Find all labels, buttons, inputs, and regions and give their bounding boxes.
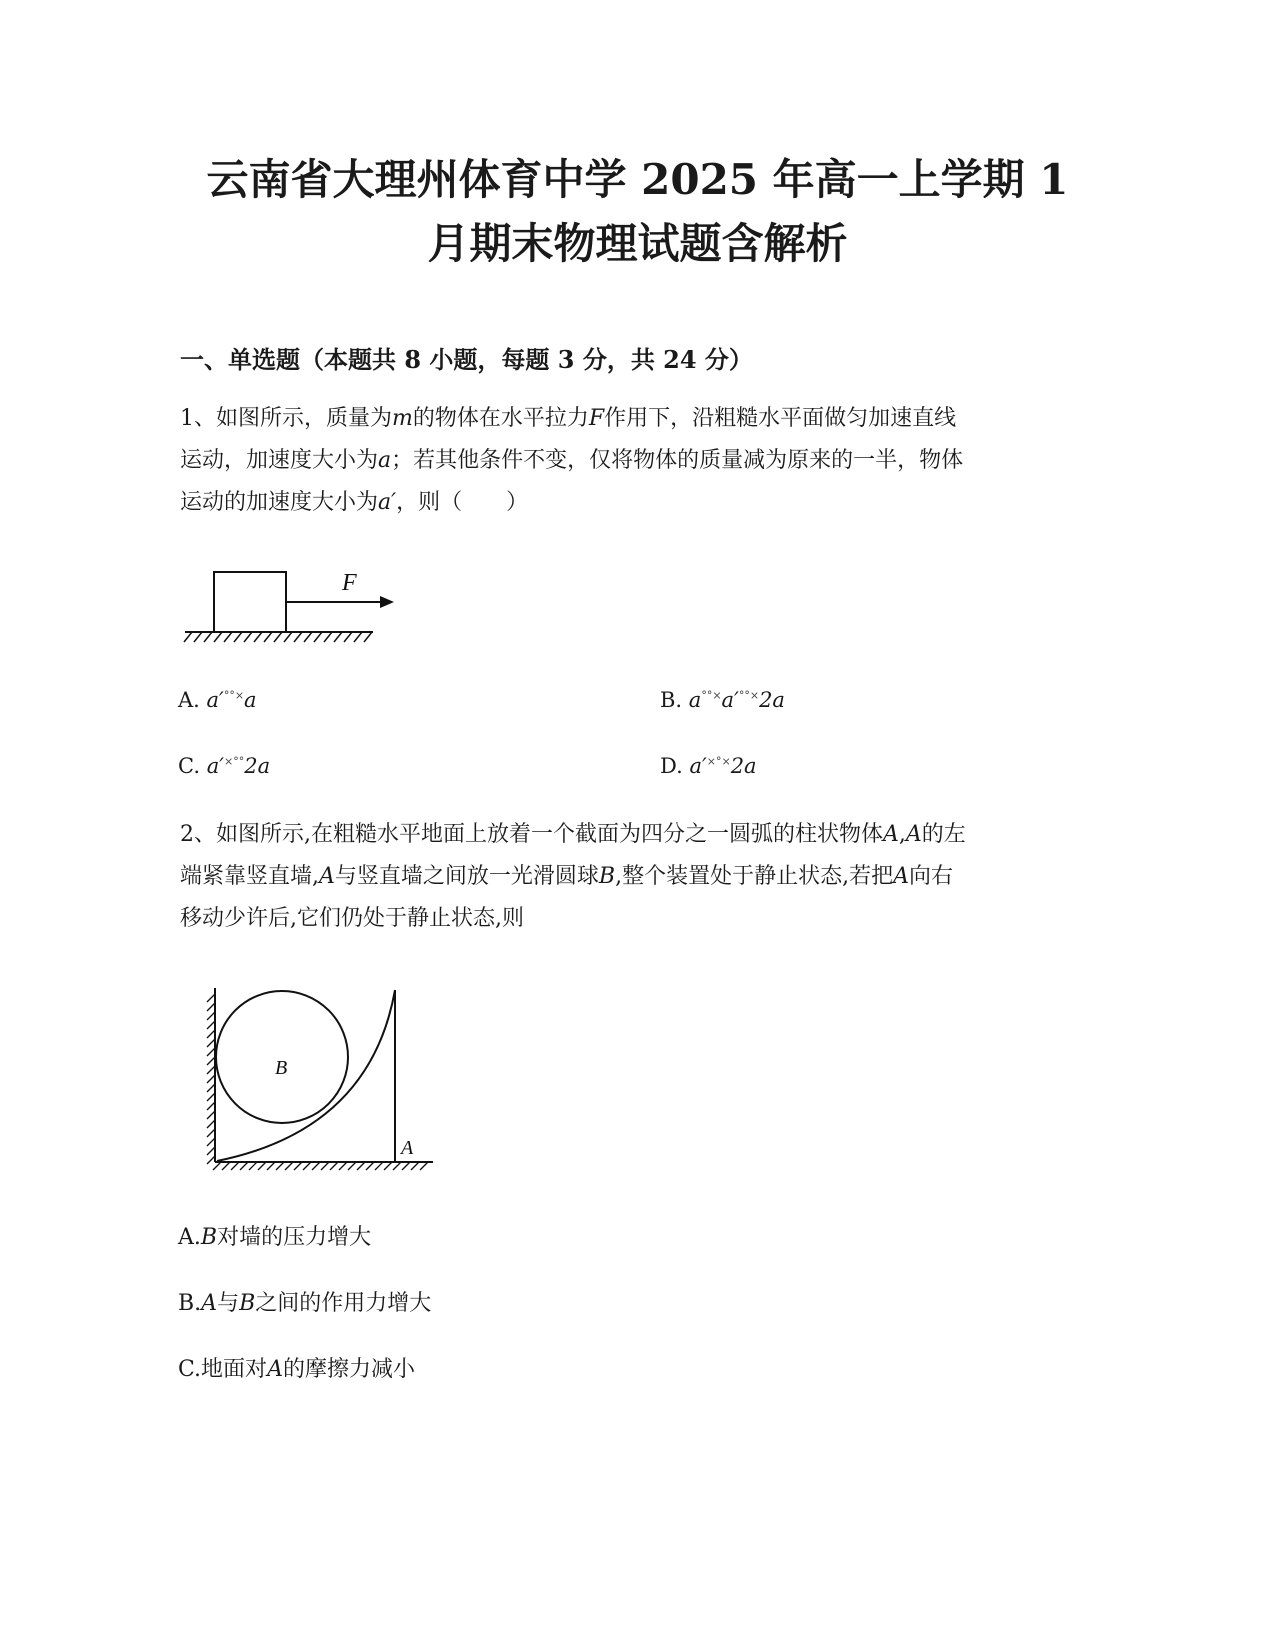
hatch-mark [344,632,352,642]
hatch-mark [284,632,292,642]
hatch-mark [339,1162,347,1170]
hatch-mark [207,1075,215,1083]
hatch-mark [194,632,202,642]
q2-option-b[interactable]: B.A与B之间的作用力增大 [178,1291,432,1316]
var-a-prime: a′ [378,490,397,515]
hatch-mark [204,632,212,642]
hatch-mark [321,1162,329,1170]
hatch-mark [207,1093,215,1101]
hatch-mark [402,1162,410,1170]
hatch-mark [364,632,372,642]
hatch-mark [276,1162,284,1170]
q1-option-b[interactable]: B. a°°×a′°°×2a [660,688,785,712]
force-label: F [342,570,357,596]
block [214,572,286,632]
question-1-stem [180,398,1060,524]
ball-label: B [275,1057,288,1079]
hatch-mark [384,1162,392,1170]
hatch-mark [244,632,252,642]
hatch-mark [314,632,322,642]
hatch-mark [285,1162,293,1170]
hatch-mark [294,1162,302,1170]
hatch-mark [207,1057,215,1065]
q2-line-3: 移动少许后,它们仍处于静止状态,则 [180,906,524,931]
q2-line-2: 端紧靠竖直墙,A与竖直墙之间放一光滑圆球B,整个装置处于静止状态,若把A向右 [180,864,953,889]
hatch-mark [393,1162,401,1170]
q2-figure-ball-and-arc [195,980,445,1175]
section-heading: 一、单选题（本题共 8 小题，每题 3 分，共 24 分） [180,345,753,374]
q1-line-1: 1、如图所示，质量为m的物体在水平拉力F作用下，沿粗糙水平面做匀加速直线 [180,406,957,431]
hatch-mark [207,1156,215,1164]
hatch-mark [207,1030,215,1038]
hatch-mark [267,1162,275,1170]
hatch-mark [264,632,272,642]
q1-line-3: 运动的加速度大小为a′，则（ ） [180,490,529,515]
var-a: a [378,448,392,473]
hatch-mark [420,1162,428,1170]
hatch-mark [249,1162,257,1170]
hatch-mark [207,994,215,1002]
q2-option-c[interactable]: C.地面对A的摩擦力减小 [178,1357,415,1382]
hatch-mark [366,1162,374,1170]
hatch-mark [207,1003,215,1011]
var-m: m [392,406,413,431]
q1-option-a[interactable]: A. a′°°×a [178,688,257,712]
question-2-stem [180,814,1080,940]
hatch-mark [240,1162,248,1170]
hatch-mark [207,1102,215,1110]
hatch-mark [334,632,342,642]
hatch-mark [411,1162,419,1170]
hatch-mark [234,632,242,642]
hatch-mark [304,632,312,642]
q2-line-1: 2、如图所示,在粗糙水平地面上放着一个截面为四分之一圆弧的柱状物体A,A的左 [180,822,966,847]
hatch-mark [330,1162,338,1170]
body-label: A [401,1137,414,1159]
hatch-mark [258,1162,266,1170]
hatch-mark [207,1147,215,1155]
q1-option-c[interactable]: C. a′×°°2a [178,754,271,778]
hatch-mark [231,1162,239,1170]
hatch-mark [207,1129,215,1137]
hatch-mark [375,1162,383,1170]
hatch-mark [214,632,222,642]
hatch-mark [207,1138,215,1146]
var-F: F [588,406,605,431]
hatch-mark [274,632,282,642]
q1-figure-block-on-surface [180,560,410,650]
force-arrow-head [380,596,394,608]
hatch-mark [294,632,302,642]
hatch-mark [213,1162,221,1170]
hatch-mark [324,632,332,642]
hatch-mark [348,1162,356,1170]
hatch-mark [207,1111,215,1119]
hatch-mark [354,632,362,642]
hatch-mark [224,632,232,642]
q2-option-a[interactable]: A.B对墙的压力增大 [178,1225,372,1250]
title-line-2: 月期末物理试题含解析 [427,219,848,268]
arc-body-a [217,990,395,1161]
q1-option-d[interactable]: D. a′×°×2a [660,754,757,778]
hatch-mark [207,1012,215,1020]
title-line-1: 云南省大理州体育中学 2025 年高一上学期 1 [206,155,1069,204]
hatch-mark [207,1066,215,1074]
hatch-mark [207,1048,215,1056]
hatch-mark [207,1021,215,1029]
hatch-mark [312,1162,320,1170]
hatch-mark [207,1039,215,1047]
hatch-mark [222,1162,230,1170]
q1-line-2: 运动，加速度大小为a；若其他条件不变，仅将物体的质量减为原来的一半，物体 [180,448,964,473]
hatch-mark [303,1162,311,1170]
hatch-mark [207,1084,215,1092]
hatch-mark [207,1120,215,1128]
hatch-mark [254,632,262,642]
hatch-mark [357,1162,365,1170]
hatch-mark [184,632,192,642]
document-title [150,148,1125,276]
